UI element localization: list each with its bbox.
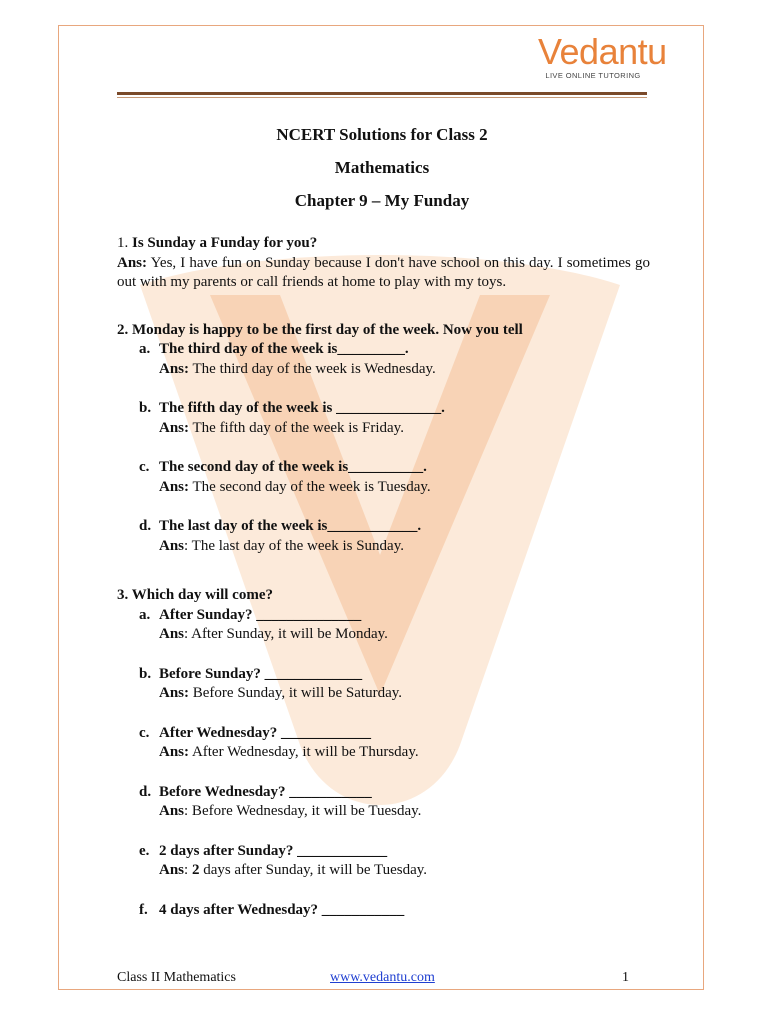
- sub-question-text: 2 days after Sunday? ____________: [159, 842, 388, 859]
- sub-question: [117, 783, 650, 822]
- answer-text: After Wednesday, it will be Thursday.: [189, 744, 419, 760]
- sub-label: b.: [139, 665, 152, 682]
- sub-question: [117, 399, 650, 438]
- sub-question: [117, 606, 650, 645]
- sub-answer: [139, 684, 650, 704]
- answer-label: Ans:: [117, 254, 148, 271]
- question-2: 2. Monday is happy to be the first day of the week. Now you tell: [117, 321, 523, 338]
- sub-question: [117, 517, 650, 556]
- sub-label: e.: [139, 842, 150, 859]
- document-header: [117, 118, 647, 217]
- page-number: 1: [622, 970, 629, 985]
- answer-text: The fifth day of the week is Friday.: [189, 419, 404, 436]
- sub-label: d.: [139, 518, 152, 534]
- answer-label: Ans:: [159, 744, 190, 760]
- sub-question-text: The third day of the week is_________.: [159, 341, 409, 357]
- sub-answer: [139, 743, 650, 763]
- answer-text-mid: :: [184, 862, 192, 878]
- sub-label: a.: [139, 341, 151, 357]
- sub-question-text: After Wednesday? ____________: [159, 724, 371, 741]
- sub-question: [117, 665, 650, 704]
- question-1: [117, 234, 650, 254]
- answer-text: days after Sunday, it will be Tuesday.: [199, 862, 428, 878]
- header-rule: [117, 92, 647, 95]
- doc-chapter: Chapter 9 – My Funday: [294, 191, 470, 210]
- answer-label: Ans:: [159, 685, 190, 701]
- sub-question-text: After Sunday? ______________: [159, 606, 362, 623]
- vedantu-logo: [538, 31, 667, 80]
- sub-answer: [139, 802, 650, 822]
- logo-word: Vedantu: [538, 31, 667, 72]
- answer-text: The second day of the week is Tuesday.: [189, 478, 431, 495]
- answer-text: Before Sunday, it will be Saturday.: [189, 685, 403, 701]
- sub-label: a.: [139, 606, 151, 623]
- question-3: 3. Which day will come?: [117, 587, 273, 603]
- header-rule-thin: [117, 97, 647, 98]
- sub-question-text: Before Wednesday? ___________: [159, 783, 372, 800]
- doc-subject: Mathematics: [334, 158, 430, 177]
- footer-link[interactable]: www.vedantu.com: [330, 970, 435, 985]
- sub-label: c.: [139, 724, 150, 741]
- sub-label: d.: [139, 783, 152, 800]
- sub-question-text: The fifth day of the week is ______________.: [159, 400, 445, 416]
- answer-text: The third day of the week is Wednesday.: [189, 360, 436, 377]
- sub-question: [117, 901, 650, 921]
- sub-answer: [139, 360, 650, 380]
- answer-label: Ans: [159, 862, 185, 878]
- answer-text: : After Sunday, it will be Monday.: [184, 626, 388, 642]
- answer-label: Ans: [159, 803, 185, 819]
- sub-question-text: Before Sunday? _____________: [159, 665, 363, 682]
- answer-label: Ans:: [159, 360, 190, 377]
- document-body: [117, 234, 650, 920]
- sub-question-text: The second day of the week is__________.: [159, 459, 427, 475]
- sub-question: [117, 340, 650, 379]
- sub-question-text: 4 days after Wednesday? ___________: [159, 901, 405, 918]
- sub-answer: [139, 861, 650, 881]
- footer-class: Class II Mathematics: [117, 970, 236, 985]
- question-number: 1.: [117, 235, 132, 251]
- answer-text: : Before Wednesday, it will be Tuesday.: [184, 803, 422, 819]
- answer-1: [117, 254, 650, 293]
- sub-answer: [139, 419, 650, 439]
- answer-number: 2: [191, 862, 200, 878]
- logo-tagline: LIVE ONLINE TUTORING: [545, 71, 641, 80]
- answer-text: Yes, I have fun on Sunday because I don't have school on this day. I sometimes go out with my parents or call friends at home to play with my toys.: [117, 254, 650, 290]
- sub-answer: [139, 537, 650, 557]
- sub-label: f.: [139, 901, 148, 918]
- answer-label: Ans: [159, 626, 185, 642]
- sub-answer: [139, 625, 650, 645]
- sub-question: [117, 724, 650, 763]
- sub-question: [117, 458, 650, 497]
- doc-title: NCERT Solutions for Class 2: [276, 125, 488, 144]
- answer-text: : The last day of the week is Sunday.: [184, 537, 404, 554]
- answer-label: Ans: [159, 537, 185, 554]
- answer-label: Ans:: [159, 419, 190, 436]
- sub-label: b.: [139, 400, 152, 416]
- answer-label: Ans:: [159, 478, 190, 495]
- sub-question: [117, 842, 650, 881]
- sub-answer: [139, 478, 650, 498]
- sub-label: c.: [139, 459, 150, 475]
- sub-question-text: The last day of the week is____________.: [159, 518, 422, 534]
- question-text: Is Sunday a Funday for you?: [132, 235, 318, 251]
